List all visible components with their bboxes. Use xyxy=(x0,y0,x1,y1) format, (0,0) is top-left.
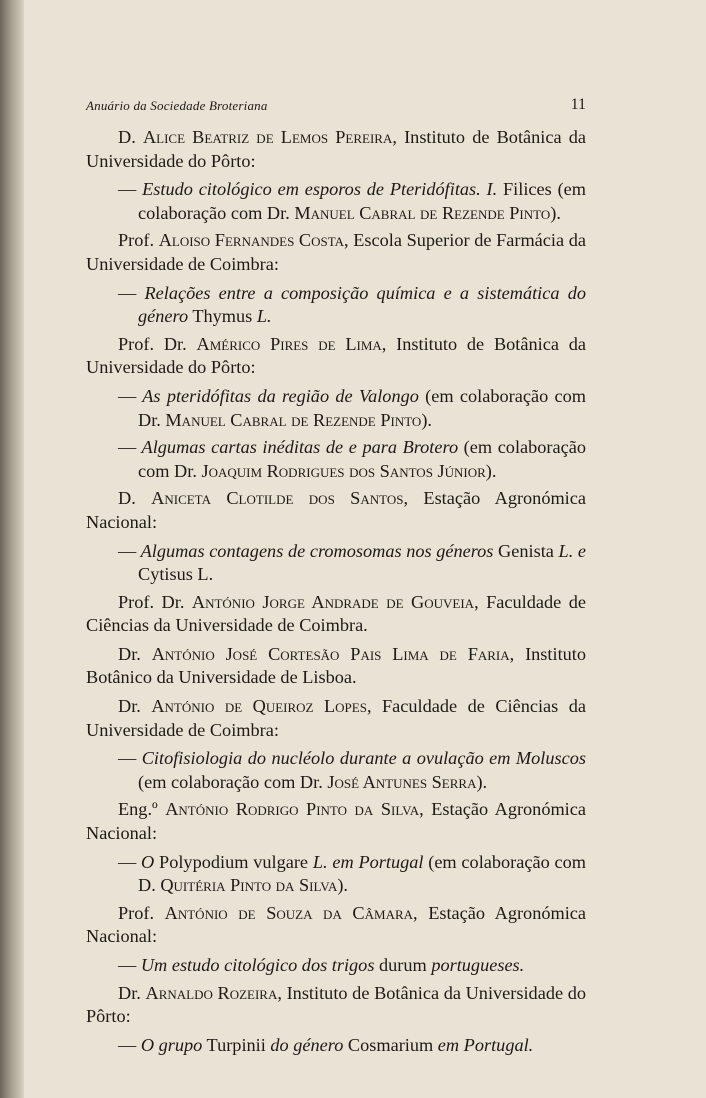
work-dash: — xyxy=(118,1034,137,1055)
work-item xyxy=(118,178,586,225)
member-title: D. xyxy=(118,127,143,147)
member-title: Dr. xyxy=(118,643,152,664)
member-entry xyxy=(86,982,586,1029)
member-title: Prof. Dr. xyxy=(118,591,192,612)
page-header xyxy=(86,98,586,120)
work-item xyxy=(118,436,586,483)
member-affiliation: , Estação Agronómica Nacional: xyxy=(86,799,586,844)
member-name: Américo Pires de Lima xyxy=(196,333,382,354)
member-title: Eng.º xyxy=(118,799,166,820)
work-item xyxy=(118,385,586,432)
work-text: (em colaboração com Dr. xyxy=(138,437,586,481)
member-affiliation: , Instituto de Botânica da Universidade do Pôrto: xyxy=(86,333,586,378)
member-affiliation: , Instituto de Botânica da Universidade do Pôrto: xyxy=(86,127,586,171)
work-text: Genista xyxy=(493,540,559,561)
running-title: Anuário da Sociedade Broteriana xyxy=(86,98,268,113)
member-affiliation: , Instituto Botânico da Universidade de Lisboa. xyxy=(86,643,587,688)
member-entry xyxy=(86,902,586,949)
member-entry xyxy=(86,798,586,845)
work-title-italic: Citofisiologia do nucléolo durante a ovulação em Moluscos xyxy=(136,748,586,769)
collaborator-name: Joaquim Rodrigues dos Santos Júnior xyxy=(201,460,486,481)
page-gutter-shadow xyxy=(0,0,24,1098)
work-end: ). xyxy=(421,409,432,430)
work-dash: — xyxy=(118,385,137,406)
work-title-italic: L. e xyxy=(558,540,587,561)
work-title-italic: O xyxy=(136,851,155,872)
member-title: Dr. xyxy=(118,982,146,1003)
work-end: ). xyxy=(476,771,488,792)
work-item xyxy=(118,540,587,587)
member-entry xyxy=(86,695,586,742)
member-entry xyxy=(86,591,586,638)
collaborator-name: Manuel Cabral de Rezende Pinto xyxy=(294,202,551,223)
member-title: Prof. xyxy=(118,902,165,923)
work-dash: — xyxy=(118,437,137,458)
collaborator-name: Manuel Cabral de Rezende Pinto xyxy=(165,409,422,430)
member-affiliation: , Instituto de Botânica da Universidade do Pôrto: xyxy=(86,982,586,1027)
work-item xyxy=(118,954,586,978)
work-title-italic: As pteridófitas da região de Valongo xyxy=(136,385,419,406)
work-text: (em colaboração com Dr. xyxy=(138,385,586,430)
work-title-italic: Estudo citológico em esporos de Pteridófitas. I. xyxy=(136,179,498,200)
member-name: Arnaldo Rozeira xyxy=(145,982,278,1003)
work-title-italic: L. em Portugal xyxy=(312,851,424,872)
work-title-italic: Um estudo citológico dos trigos xyxy=(136,955,375,975)
work-text: durum xyxy=(374,955,432,975)
work-end: Cytisus L. xyxy=(138,564,214,585)
work-title-italic: Relações entre a composição química e a sistemática do género xyxy=(136,282,586,327)
member-affiliation: , Escola Superior de Farmácia da Universidade de Coimbra: xyxy=(86,230,586,274)
work-end: ). xyxy=(550,202,561,223)
member-name: Aloiso Fernandes Costa xyxy=(158,230,345,251)
member-list xyxy=(86,126,586,1061)
member-entry xyxy=(86,487,586,534)
collaborator-name: Quitéria Pinto da Silva xyxy=(160,875,338,896)
member-affiliation: , Estação Agronómica Nacional: xyxy=(86,902,587,947)
work-text: (em colaboração com Dr. xyxy=(138,771,328,792)
work-dash: — xyxy=(118,748,137,769)
member-entry xyxy=(86,643,586,690)
member-name: António de Queiroz Lopes xyxy=(151,696,367,717)
work-title-italic: Algumas contagens de cromosomas nos géneros xyxy=(136,540,494,561)
member-title: Prof. xyxy=(118,230,159,251)
work-title-italic: portugueses. xyxy=(431,955,525,975)
member-affiliation: , Faculdade de Ciências da Universidade de Coimbra: xyxy=(86,696,586,740)
member-name: Aniceta Clotilde dos Santos xyxy=(151,488,404,509)
page-number: 11 xyxy=(570,96,586,113)
work-text: Polypodium vulgare xyxy=(154,851,313,872)
member-name: António Rodrigo Pinto da Silva xyxy=(165,799,420,820)
member-name: Alice Beatriz de Lemos Pereira xyxy=(142,127,393,147)
work-text: Thymus xyxy=(188,306,257,327)
work-dash: — xyxy=(118,179,137,200)
member-entry xyxy=(86,229,586,276)
work-title-italic: Algumas cartas inéditas de e para Brotero xyxy=(136,437,459,458)
work-end: ). xyxy=(485,460,497,481)
work-title-italic: do género xyxy=(270,1034,344,1055)
work-dash: — xyxy=(118,540,137,561)
work-item xyxy=(118,851,586,898)
member-entry xyxy=(86,126,586,173)
collaborator-name: José Antunes Serra xyxy=(327,771,477,792)
member-affiliation: , Estação Agronómica Nacional: xyxy=(86,488,586,532)
work-text: Turpinii xyxy=(202,1034,271,1055)
work-title-italic: L. xyxy=(256,306,272,327)
work-item xyxy=(118,1034,586,1058)
work-item xyxy=(118,747,586,794)
member-name: António de Souza da Câmara xyxy=(164,902,414,923)
work-text: Cosmarium xyxy=(343,1034,438,1055)
member-name: António Jorge Andrade de Gouveia xyxy=(191,591,475,612)
member-title: D. xyxy=(118,488,152,509)
work-item xyxy=(118,282,586,329)
member-title: Prof. Dr. xyxy=(118,333,197,354)
member-entry xyxy=(86,333,586,380)
work-text: (em colaboração com D. xyxy=(138,851,586,896)
work-text: Filices (em colaboração com Dr. xyxy=(138,179,586,223)
member-affiliation: , Faculdade de Ciências da Universidade de Coimbra. xyxy=(86,591,587,636)
work-title-italic: O grupo xyxy=(136,1034,203,1055)
member-title: Dr. xyxy=(118,696,152,717)
member-name: António José Cortesão Pais Lima de Faria xyxy=(151,643,510,664)
work-end: ). xyxy=(337,875,349,896)
work-dash: — xyxy=(118,955,137,975)
work-title-italic: em Portugal. xyxy=(437,1034,534,1055)
work-dash: — xyxy=(118,282,137,303)
work-dash: — xyxy=(118,851,137,872)
